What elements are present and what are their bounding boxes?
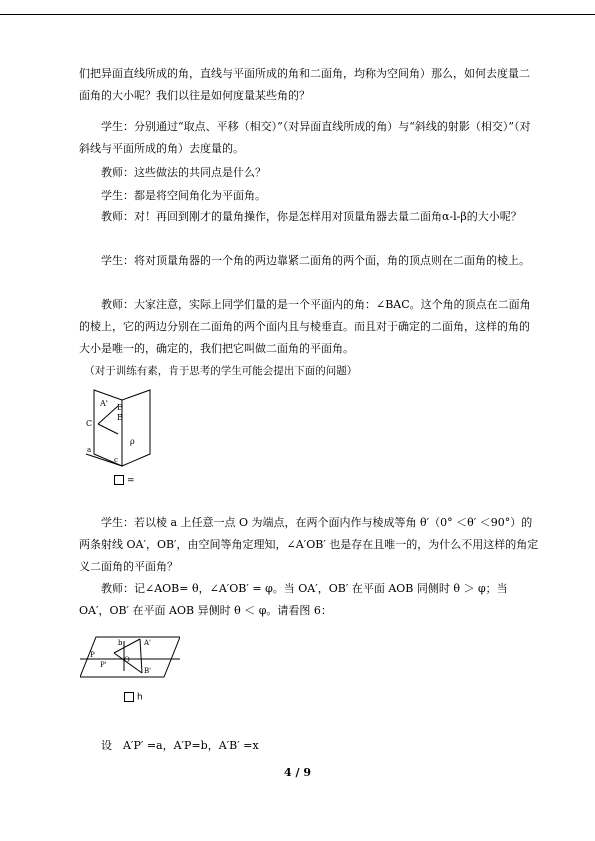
- paragraph-4: 学生：都是将空间角化为平面角。: [79, 189, 266, 202]
- page-number: 4 / 9: [284, 766, 311, 779]
- paragraph-2: 学生：分别通过“取点、平移（相交）”（对异面直线所成的角）与“斜线的射影（相交）”（对斜线与平面所成的角）去度量的。: [79, 120, 531, 155]
- paragraph-3: 教师：这些做法的共同点是什么？: [79, 166, 266, 179]
- paragraph-1: 们把异面直线所成的角，直线与平面所成的角和二面角，均称为空间角）那么，如何去度量二面角的大小呢？我们以往是如何度量某些角的？: [79, 67, 530, 102]
- figure-5-label: ρ: [130, 437, 135, 446]
- figure-6-caption: h: [124, 692, 143, 703]
- paragraph-11: 设 A′P′ =a，A′P=b，A′B′ =x: [79, 739, 259, 752]
- figure-6-label: A': [144, 639, 151, 647]
- paragraph-8: （对于训练有素，肯于思考的学生可能会提出下面的问题）: [79, 365, 358, 377]
- figure-6-diagram: [80, 633, 180, 681]
- figure-6-label: P': [100, 661, 107, 669]
- figure-6-label: O: [124, 656, 130, 664]
- figure-icon: [114, 475, 124, 485]
- figure-5-label: c: [114, 456, 118, 464]
- figure-5-label: B: [117, 413, 123, 422]
- figure-icon: [124, 692, 134, 702]
- header-rule: [0, 14, 595, 15]
- figure-5-caption: =: [114, 475, 135, 486]
- figure-6-label: B': [144, 667, 152, 675]
- figure-6-label: P: [90, 651, 95, 659]
- paragraph-7: 教师：大家注意，实际上同学们量的是一个平面内的角：∠BAC。这个角的顶点在二面角的棱上，它的两边分别在二面角的两个面内且与棱垂直。而且对于确定的二面角，这样的角的大小是唯一的，确定的，我们把它叫做二面角的平面角。: [79, 298, 531, 355]
- paragraph-5: 教师：对！再回到刚才的量角操作，你是怎样用对顶量角器去量二面角α-l-β的大小呢？: [79, 210, 522, 223]
- figure-5-label: E: [117, 403, 123, 412]
- figure-5-label: C: [86, 419, 93, 428]
- paragraph-9: 学生：若以棱 a 上任意一点 O 为端点，在两个面内作与棱成等角 θ′（0° ＜θ′ ＜90°）的两条射线 OA′，OB′，由空间等角定理知，∠A′OB′ 也是存在且唯一的，为什么不用这样的角定义二面角的平面角？: [79, 516, 539, 573]
- paragraph-10: 教师：记∠AOB= θ，∠A′OB′ = φ。当 OA′，OB′ 在平面 AOB 同侧时 θ ＞ φ；当 OA′，OB′ 在平面 AOB 异侧时 θ ＜ φ。请看图 6：: [79, 582, 508, 617]
- figure-6-label: b: [118, 639, 123, 647]
- figure-5-dihedral-angle: [84, 386, 154, 468]
- paragraph-6: 学生：将对顶量角器的一个角的两边靠紧二面角的两个面，角的顶点则在二面角的棱上。: [79, 254, 530, 267]
- figure-5-label: a: [87, 446, 92, 454]
- figure-5-label: A': [100, 399, 108, 408]
